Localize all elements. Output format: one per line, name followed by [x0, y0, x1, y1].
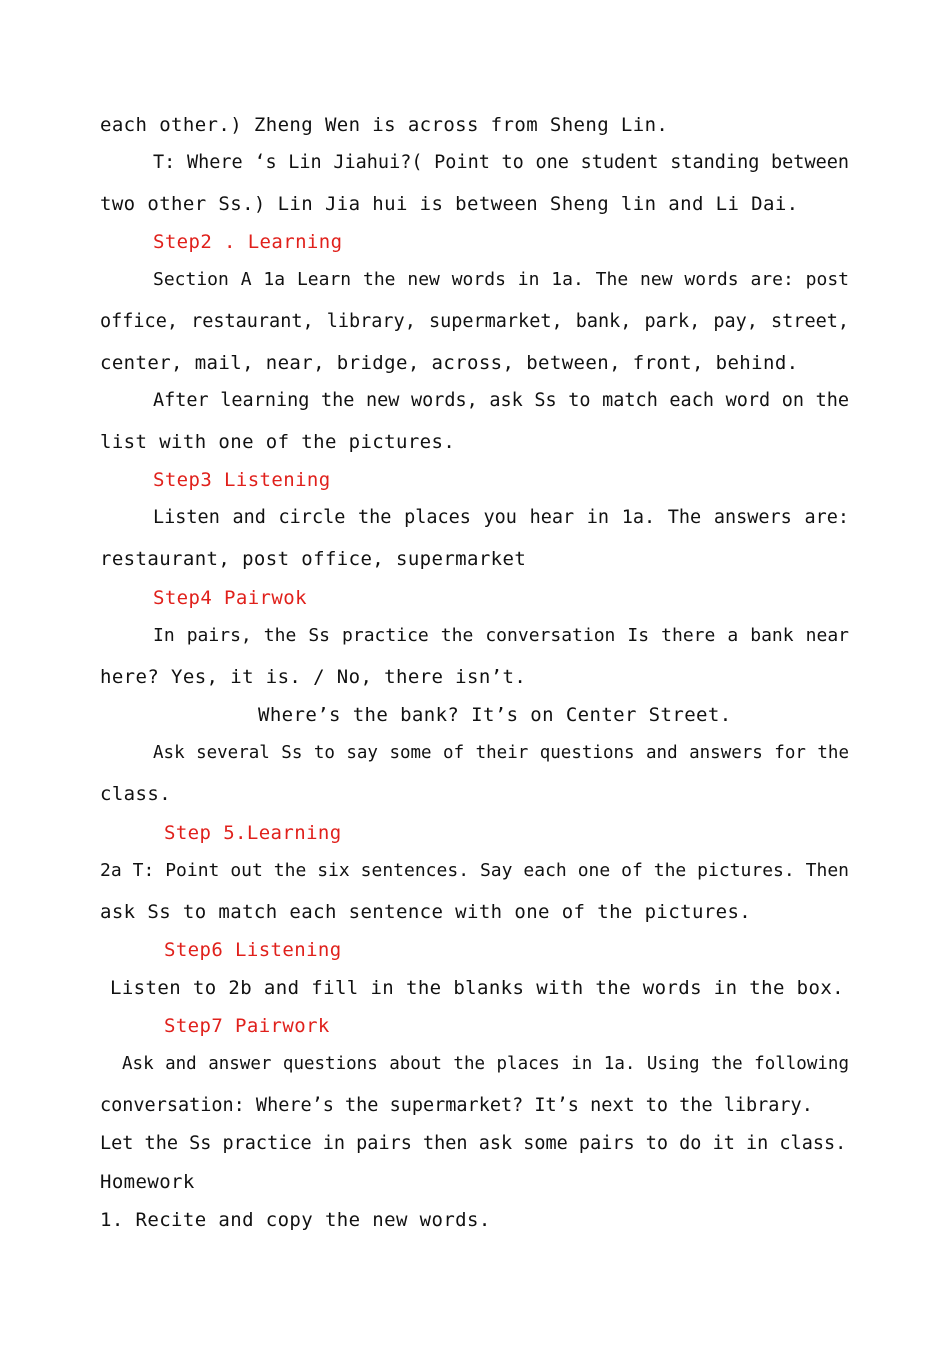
- step4-para2-line-1: Ask several Ss to say some of their questions and answers for the: [153, 743, 849, 763]
- step5-para-line-1: 2a T: Point out the six sentences. Say each one of the pictures. Then: [100, 860, 849, 881]
- homework-item-1: 1. Recite and copy the new words.: [100, 1209, 491, 1231]
- step7-para-line-2: conversation: Where’s the supermarket? It’s next to the library.: [100, 1095, 813, 1116]
- step2-para-line-1: Section A 1a Learn the new words in 1a. The new words are: post: [153, 269, 849, 290]
- step4-para2-line-2: class.: [100, 783, 172, 805]
- step5-heading: Step 5.Learning: [164, 822, 342, 844]
- intro-line-2: T: Where ‘s Lin Jiahui?( Point to one student standing between: [153, 152, 849, 173]
- step4-para-line-2: here? Yes, it is. / No, there isn’t.: [100, 666, 527, 688]
- step2-para2-line-1: After learning the new words, ask Ss to match each word on the: [153, 390, 849, 411]
- intro-line-3: two other Ss.) Lin Jia hui is between Sheng lin and Li Dai.: [100, 193, 799, 215]
- step2-para-line-3: center, mail, near, bridge, across, between, front, behind.: [100, 352, 799, 374]
- step2-para2-line-2: list with one of the pictures.: [100, 431, 456, 453]
- step2-para-line-2: office, restaurant, library, supermarket, bank, park, pay, street,: [100, 311, 849, 332]
- step2-heading: Step2 . Learning: [153, 231, 343, 253]
- step7-para-line-3: Let the Ss practice in pairs then ask some pairs to do it in class.: [100, 1133, 847, 1154]
- intro-line-1: each other.) Zheng Wen is across from Sheng Lin.: [100, 114, 669, 136]
- step7-para-line-1: Ask and answer questions about the places in 1a. Using the following: [122, 1054, 849, 1074]
- step6-heading: Step6 Listening: [164, 939, 342, 961]
- step3-para-line-2: restaurant, post office, supermarket: [100, 548, 527, 570]
- step5-para-line-2: ask Ss to match each sentence with one of the pictures.: [100, 901, 752, 923]
- homework-heading: Homework: [100, 1171, 195, 1193]
- step4-para-line-1: In pairs, the Ss practice the conversation Is there a bank near: [153, 625, 849, 646]
- step4-heading: Step4 Pairwok: [153, 587, 307, 609]
- step7-heading: Step7 Pairwork: [164, 1015, 330, 1037]
- step3-para-line-1: Listen and circle the places you hear in 1a. The answers are:: [153, 507, 849, 528]
- step4-para-line-3: Where’s the bank? It’s on Center Street.: [258, 704, 732, 726]
- step6-para-line-1: Listen to 2b and fill in the blanks with the words in the box.: [110, 977, 845, 999]
- step3-heading: Step3 Listening: [153, 469, 331, 491]
